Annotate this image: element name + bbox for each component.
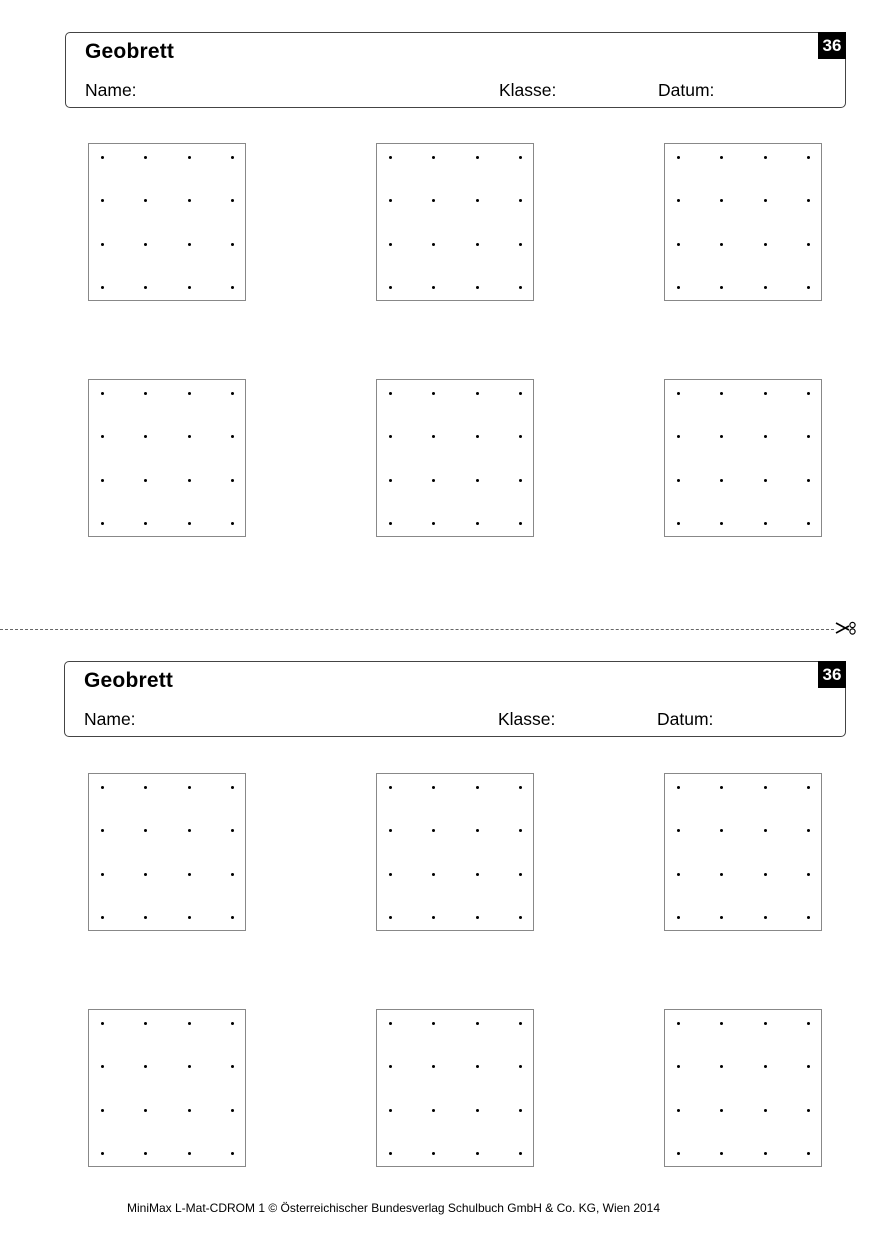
geoboard-peg: [389, 243, 392, 246]
geoboard-peg: [144, 786, 147, 789]
geoboard-peg: [519, 829, 522, 832]
geoboard-peg: [144, 829, 147, 832]
geoboard-peg: [389, 522, 392, 525]
geoboard-peg: [144, 243, 147, 246]
name-field-label: Name:: [84, 709, 136, 729]
geoboard-peg: [101, 916, 104, 919]
geoboard-peg: [101, 286, 104, 289]
geoboard-peg: [231, 786, 234, 789]
geoboard-peg: [188, 522, 191, 525]
worksheet-header: [64, 661, 846, 737]
geoboard: [376, 379, 534, 537]
geoboard-peg: [764, 786, 767, 789]
geoboard-peg: [677, 392, 680, 395]
geoboard: [88, 379, 246, 537]
geoboard-peg: [188, 1065, 191, 1068]
geoboard-peg: [432, 1152, 435, 1155]
geoboard-peg: [677, 435, 680, 438]
geoboard-peg: [476, 286, 479, 289]
geoboard-peg: [432, 522, 435, 525]
geoboard-peg: [476, 873, 479, 876]
geoboard: [664, 379, 822, 537]
geoboard-peg: [519, 1152, 522, 1155]
geoboard-peg: [144, 479, 147, 482]
geoboard: [664, 143, 822, 301]
geoboard: [88, 773, 246, 931]
geoboard-peg: [807, 243, 810, 246]
datum-field-label: Datum:: [658, 80, 715, 100]
geoboard-peg: [101, 522, 104, 525]
geoboard: [664, 773, 822, 931]
geoboard-peg: [231, 522, 234, 525]
geoboard-peg: [720, 1065, 723, 1068]
geoboard-peg: [101, 199, 104, 202]
geoboard-peg: [231, 435, 234, 438]
geoboard-peg: [807, 392, 810, 395]
geoboard-peg: [389, 1065, 392, 1068]
geoboard-peg: [188, 435, 191, 438]
geoboard-peg: [677, 522, 680, 525]
page-number-badge: 36: [818, 661, 846, 688]
geoboard-peg: [807, 1022, 810, 1025]
geoboard: [376, 143, 534, 301]
geoboard-peg: [231, 243, 234, 246]
geoboard-peg: [807, 1152, 810, 1155]
geoboard-peg: [101, 1022, 104, 1025]
geoboard-peg: [389, 873, 392, 876]
geoboard-peg: [807, 199, 810, 202]
geoboard-peg: [432, 479, 435, 482]
geoboard-peg: [432, 1065, 435, 1068]
geoboard-peg: [389, 829, 392, 832]
geoboard-peg: [720, 1109, 723, 1112]
geoboard-peg: [188, 479, 191, 482]
cut-line: [0, 629, 834, 630]
geoboard-peg: [807, 786, 810, 789]
geoboard-peg: [188, 1109, 191, 1112]
geoboard-peg: [476, 243, 479, 246]
geoboard-peg: [389, 1022, 392, 1025]
geoboard-peg: [231, 873, 234, 876]
geoboard-peg: [144, 1065, 147, 1068]
geoboard-peg: [764, 522, 767, 525]
geoboard-peg: [677, 1022, 680, 1025]
geoboard-peg: [764, 199, 767, 202]
geoboard-peg: [476, 786, 479, 789]
geoboard-peg: [519, 479, 522, 482]
geoboard-peg: [188, 1152, 191, 1155]
name-field-label: Name:: [85, 80, 137, 100]
geoboard-peg: [764, 829, 767, 832]
geoboard-peg: [144, 916, 147, 919]
geoboard-peg: [764, 1065, 767, 1068]
geoboard-peg: [144, 1109, 147, 1112]
geoboard-peg: [764, 392, 767, 395]
geoboard-peg: [231, 1022, 234, 1025]
geoboard-peg: [188, 243, 191, 246]
geoboard-peg: [144, 286, 147, 289]
geoboard-peg: [720, 156, 723, 159]
geoboard-peg: [188, 199, 191, 202]
geoboard-peg: [476, 522, 479, 525]
geoboard-peg: [720, 522, 723, 525]
geoboard-peg: [519, 522, 522, 525]
geoboard-peg: [476, 916, 479, 919]
geoboard-peg: [101, 479, 104, 482]
geoboard-peg: [231, 479, 234, 482]
klasse-field-label: Klasse:: [499, 80, 557, 100]
geoboard-peg: [807, 916, 810, 919]
geoboard-peg: [677, 1109, 680, 1112]
geoboard-peg: [764, 286, 767, 289]
geoboard-peg: [720, 829, 723, 832]
geoboard-peg: [476, 1065, 479, 1068]
geoboard: [664, 1009, 822, 1167]
geoboard-peg: [231, 199, 234, 202]
geoboard-peg: [677, 829, 680, 832]
geoboard-peg: [807, 829, 810, 832]
geoboard-peg: [677, 873, 680, 876]
geoboard-peg: [432, 156, 435, 159]
geoboard-peg: [519, 873, 522, 876]
geoboard-peg: [144, 156, 147, 159]
geoboard-peg: [677, 916, 680, 919]
geoboard-peg: [720, 435, 723, 438]
page-number-badge: 36: [818, 32, 846, 59]
geoboard-peg: [519, 1109, 522, 1112]
geoboard-peg: [389, 286, 392, 289]
geoboard-peg: [519, 392, 522, 395]
geoboard-peg: [188, 786, 191, 789]
geoboard-peg: [764, 1022, 767, 1025]
footer-copyright: MiniMax L-Mat-CDROM 1 © Österreichischer Bundesverlag Schulbuch GmbH & Co. KG, Wien 2014: [127, 1201, 661, 1215]
geoboard-peg: [677, 286, 680, 289]
geoboard-peg: [188, 286, 191, 289]
geoboard-peg: [144, 392, 147, 395]
geoboard-peg: [519, 156, 522, 159]
geoboard-peg: [101, 1109, 104, 1112]
geoboard-peg: [432, 829, 435, 832]
geoboard-peg: [101, 829, 104, 832]
geoboard-peg: [720, 392, 723, 395]
geoboard-peg: [720, 243, 723, 246]
geoboard-peg: [188, 829, 191, 832]
geoboard-peg: [188, 392, 191, 395]
geoboard-peg: [764, 243, 767, 246]
geoboard-peg: [231, 1065, 234, 1068]
geoboard-peg: [720, 199, 723, 202]
geoboard-peg: [389, 916, 392, 919]
geoboard-peg: [432, 286, 435, 289]
geoboard-peg: [807, 479, 810, 482]
geoboard-peg: [764, 873, 767, 876]
geoboard-peg: [720, 1022, 723, 1025]
geoboard-peg: [476, 392, 479, 395]
geoboard-peg: [432, 1109, 435, 1112]
geoboard-peg: [231, 1152, 234, 1155]
geoboard-peg: [519, 1022, 522, 1025]
geoboard: [88, 143, 246, 301]
geoboard-peg: [519, 435, 522, 438]
geoboard-peg: [807, 1065, 810, 1068]
geoboard-peg: [764, 435, 767, 438]
geoboard-peg: [476, 1109, 479, 1112]
scissors-icon: [834, 619, 858, 637]
worksheet-title: Geobrett: [84, 669, 174, 692]
geoboard-peg: [231, 156, 234, 159]
geoboard-peg: [231, 1109, 234, 1112]
geoboard: [376, 773, 534, 931]
geoboard-peg: [432, 392, 435, 395]
geoboard-peg: [389, 199, 392, 202]
geoboard-peg: [720, 873, 723, 876]
klasse-field-label: Klasse:: [498, 709, 556, 729]
geoboard-peg: [807, 522, 810, 525]
geoboard-peg: [389, 786, 392, 789]
geoboard-peg: [101, 156, 104, 159]
geoboard-peg: [188, 156, 191, 159]
geoboard-peg: [432, 1022, 435, 1025]
geoboard-peg: [101, 435, 104, 438]
geoboard-peg: [677, 786, 680, 789]
geoboard-peg: [231, 916, 234, 919]
geoboard-peg: [807, 286, 810, 289]
geoboard-peg: [144, 199, 147, 202]
geoboard-peg: [764, 479, 767, 482]
geoboard-peg: [677, 479, 680, 482]
geoboard-peg: [476, 435, 479, 438]
geoboard-peg: [476, 479, 479, 482]
geoboard-peg: [720, 786, 723, 789]
geoboard-peg: [677, 1065, 680, 1068]
geoboard-peg: [188, 873, 191, 876]
geoboard-peg: [677, 1152, 680, 1155]
geoboard-peg: [144, 873, 147, 876]
geoboard-peg: [519, 286, 522, 289]
geoboard-peg: [476, 1152, 479, 1155]
geoboard-peg: [101, 873, 104, 876]
geoboard-peg: [764, 156, 767, 159]
geoboard-peg: [389, 156, 392, 159]
geoboard-peg: [476, 1022, 479, 1025]
worksheet-header: [65, 32, 846, 108]
geoboard-peg: [677, 199, 680, 202]
geoboard: [88, 1009, 246, 1167]
geoboard-peg: [101, 1065, 104, 1068]
geoboard-peg: [231, 392, 234, 395]
geoboard-peg: [432, 243, 435, 246]
geoboard-peg: [720, 479, 723, 482]
geoboard-peg: [432, 786, 435, 789]
geoboard: [376, 1009, 534, 1167]
geoboard-peg: [389, 435, 392, 438]
geoboard-peg: [807, 873, 810, 876]
geoboard-peg: [389, 392, 392, 395]
geoboard-peg: [432, 199, 435, 202]
geoboard-peg: [476, 199, 479, 202]
geoboard-peg: [677, 156, 680, 159]
geoboard-peg: [764, 916, 767, 919]
geoboard-peg: [144, 435, 147, 438]
geoboard-peg: [807, 1109, 810, 1112]
geoboard-peg: [231, 286, 234, 289]
geoboard-peg: [519, 1065, 522, 1068]
geoboard-peg: [807, 435, 810, 438]
geoboard-peg: [432, 916, 435, 919]
geoboard-peg: [519, 786, 522, 789]
geoboard-peg: [807, 156, 810, 159]
geoboard-peg: [389, 1152, 392, 1155]
geoboard-peg: [101, 243, 104, 246]
geoboard-peg: [476, 829, 479, 832]
datum-field-label: Datum:: [657, 709, 714, 729]
geoboard-peg: [188, 1022, 191, 1025]
geoboard-peg: [144, 1152, 147, 1155]
geoboard-peg: [720, 916, 723, 919]
geoboard-peg: [101, 786, 104, 789]
geoboard-peg: [432, 873, 435, 876]
geoboard-peg: [231, 829, 234, 832]
geoboard-peg: [101, 392, 104, 395]
geoboard-peg: [101, 1152, 104, 1155]
geoboard-peg: [764, 1109, 767, 1112]
geoboard-peg: [144, 522, 147, 525]
geoboard-peg: [720, 286, 723, 289]
geoboard-peg: [519, 243, 522, 246]
geoboard-peg: [519, 916, 522, 919]
geoboard-peg: [144, 1022, 147, 1025]
geoboard-peg: [677, 243, 680, 246]
geoboard-peg: [389, 479, 392, 482]
geoboard-peg: [188, 916, 191, 919]
worksheet-title: Geobrett: [85, 40, 175, 63]
geoboard-peg: [519, 199, 522, 202]
geoboard-peg: [389, 1109, 392, 1112]
geoboard-peg: [476, 156, 479, 159]
geoboard-peg: [764, 1152, 767, 1155]
geoboard-peg: [720, 1152, 723, 1155]
geoboard-peg: [432, 435, 435, 438]
